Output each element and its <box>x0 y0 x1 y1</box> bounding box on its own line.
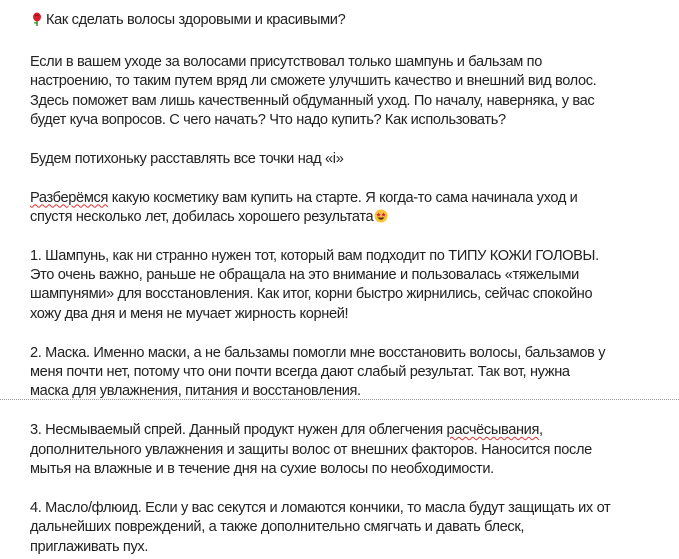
paragraph-5-line: маска для увлажнения, питания и восстановления. <box>30 383 361 400</box>
document-body[interactable] <box>30 11 679 557</box>
paragraph-5-line: 2. Маска. Именно маски, а не бальзамы помогли мне восстановить волосы, бальзамов у <box>30 344 606 361</box>
star-struck-emoji-icon <box>374 209 388 223</box>
paragraph-4-line: хожу два дня и меня не мучает жирность корней! <box>30 305 349 322</box>
paragraph-6-line <box>30 421 679 440</box>
paragraph-4-line: шампунями» для восстановления. Как итог, корни быстро жирнились, сейчас спокойно <box>30 286 593 303</box>
paragraph-4-line: Это очень важно, раньше не обращала на это внимание и пользовалась «тяжелыми <box>30 267 579 284</box>
spellcheck-word[interactable]: Разберёмся <box>30 189 109 206</box>
paragraph-3-text: спустя несколько лет, добилась хорошего результата <box>30 208 374 225</box>
paragraph-7-line: приглаживать пух. <box>30 538 149 555</box>
paragraph-5-line: меня почти нет, потому что они почти всегда дают слабый результат. Так вот, нужна <box>30 364 570 381</box>
heading <box>30 11 679 30</box>
paragraph-6-line: дополнительного увлажнения и защиты волос от внешних факторов. Наносится после <box>30 441 592 458</box>
paragraph-4-line: 1. Шампунь, как ни странно нужен тот, который вам подходит по ТИПУ КОЖИ ГОЛОВЫ. <box>30 247 599 264</box>
paragraph-1-line: Здесь поможет вам лишь качественный обдуманный уход. По началу, наверняка, у вас <box>30 92 595 109</box>
paragraph-3-line <box>30 208 679 227</box>
paragraph-6-line: мытья на влажные и в течение дня на сухие волосы по необходимости. <box>30 460 494 477</box>
paragraph-2-line: Будем потихоньку расставлять все точки над «i» <box>30 150 344 167</box>
spellcheck-word[interactable]: расчёсывания <box>446 422 540 439</box>
paragraph-1-line: настроению, то таким путем вряд ли сможете улучшить качество и внешний вид волос. <box>30 73 597 90</box>
rose-icon <box>30 12 44 26</box>
heading-text: Как сделать волосы здоровыми и красивыми? <box>46 12 346 28</box>
paragraph-3-line <box>30 189 679 208</box>
paragraph-7-line: дальнейших повреждений, а также дополнительно смягчать и давать блеск, <box>30 519 525 536</box>
paragraph-7-line: 4. Масло/флюид. Если у вас секутся и ломаются кончики, то масла будут защищать их от <box>30 499 611 516</box>
paragraph-3-text: какую косметику вам купить на старте. Я когда-то сама начинала уход и <box>108 189 578 206</box>
paragraph-6-text: 3. Несмываемый спрей. Данный продукт нужен для облегчения <box>30 422 447 439</box>
paragraph-1-line: будет куча вопросов. С чего начать? Что надо купить? Как использовать? <box>30 111 506 128</box>
paragraph-6-text: , <box>539 422 543 439</box>
paragraph-1-line: Если в вашем уходе за волосами присутствовал только шампунь и бальзам по <box>30 53 542 70</box>
